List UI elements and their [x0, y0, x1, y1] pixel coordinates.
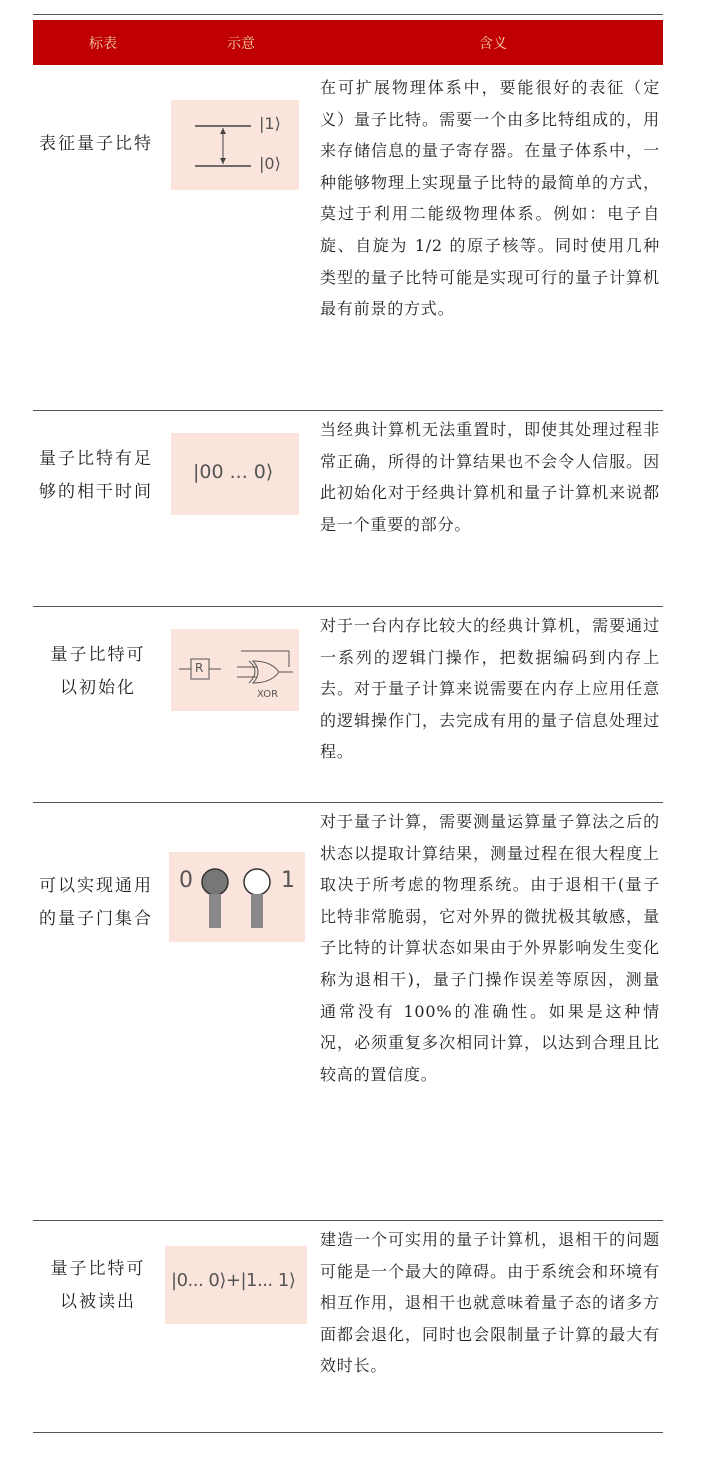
- xor-label: XOR: [257, 689, 279, 700]
- measurement-illustration: [169, 852, 305, 942]
- superposition-illustration: [165, 1246, 307, 1324]
- state-one-label: 1: [281, 868, 295, 893]
- row-description: 对于一台内存比较大的经典计算机，需要通过一系列的逻辑门操作，把数据编码到内存上去。对于量子计算来说需要在内存上应用任意的逻辑操作门，去完成有用的量子信息处理过程。: [320, 616, 660, 762]
- row-description: 建造一个可实用的量子计算机，退相干的问题可能是一个最大的障碍。由于系统会和环境有相互作用，退相干也就意味着量子态的诸多方面都会退化，同时也会限制量子计算的最大有效时长。: [320, 1230, 660, 1376]
- logic-gate-illustration: [171, 629, 299, 711]
- row-term: 可以实现通用的量子门集合: [39, 876, 153, 929]
- row-description: 当经典计算机无法重置时，即使其处理过程非常正确，所得的计算结果也不会令人信服。因此初始化对于经典计算机和量子计算机来说都是一个重要的部分。: [320, 420, 660, 534]
- header-term: 标表: [89, 35, 117, 52]
- row-term: 表征量子比特: [39, 134, 153, 154]
- table-row: [33, 410, 663, 607]
- row-term: 量子比特可以被读出: [50, 1259, 146, 1312]
- row-description: 对于量子计算，需要测量运算量子算法之后的状态以提取计算结果，测量过程在很大程度上取决于所考虑的物理系统。由于退相干(量子比特非常脆弱，它对外界的微扰极其敏感，量子比特的计算状态如果由于外界影响发生变化称为退相干)，量子门操作误差等原因，测量通常没有 100%的准确性。如果是这种情况，必须重复多次相同计算，以达到合理且比较高的置信度。: [320, 812, 660, 1084]
- row-description: 在可扩展物理体系中，要能很好的表征（定义）量子比特。需要一个由多比特组成的，用来存储信息的量子寄存器。在量子体系中，一种能够物理上实现量子比特的最简单的方式，莫过于利用二能级物理体系。例如：电子自旋、自旋为 1/2 的原子核等。同时使用几种类型的量子比特可能是实现可行的量子计算机最有前景的方式。: [320, 78, 660, 319]
- table-row: [33, 66, 663, 411]
- reset-box-label: R: [195, 661, 204, 675]
- ket-one-label: |1⟩: [259, 114, 281, 133]
- row-term: 量子比特有足够的相干时间: [39, 449, 153, 502]
- table-top-rule: [33, 14, 663, 15]
- table-row: [33, 1220, 663, 1433]
- superposition-label: |0... 0⟩+|1... 1⟩: [171, 1270, 296, 1291]
- row-term: 量子比特可以初始化: [50, 645, 146, 698]
- state-zero-label: 0: [179, 868, 193, 893]
- two-level-diagram: [171, 100, 299, 190]
- measurement-icon: [169, 852, 305, 942]
- table-row: [33, 606, 663, 803]
- initial-state-illustration: [171, 433, 299, 515]
- header-illustration: 示意: [227, 35, 255, 52]
- header-meaning: 含义: [479, 35, 507, 52]
- initial-state-label: |00 ... 0⟩: [193, 461, 274, 483]
- logic-gate-icon: [171, 629, 299, 711]
- table-header: [33, 20, 663, 65]
- ket-zero-label: |0⟩: [259, 154, 281, 173]
- table-row: [33, 802, 663, 1221]
